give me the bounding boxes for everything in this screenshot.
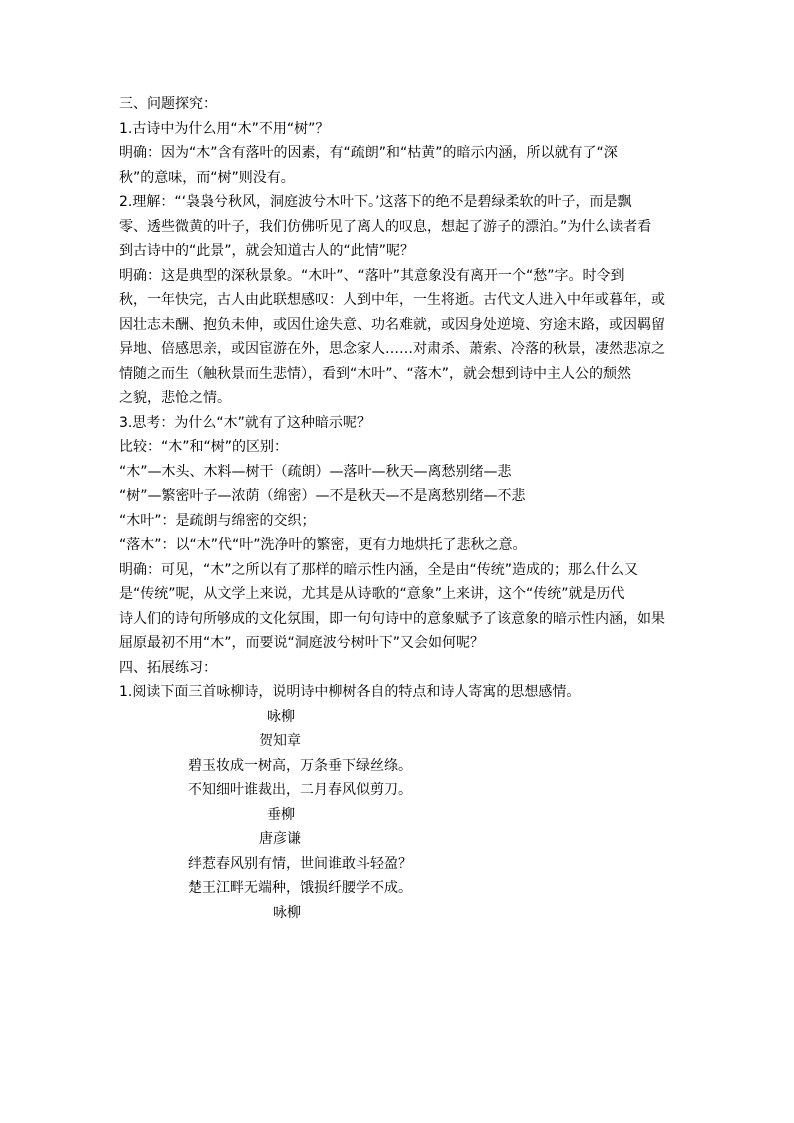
- question-2-line-1: 2.理解：“‘袅袅兮秋风，洞庭波兮木叶下。’这落下的绝不是碧绿柔软的叶子，而是飘: [119, 194, 632, 210]
- question-1: 1.古诗中为什么用“木”不用“树”？: [119, 120, 330, 137]
- poem-2-line-1: 绊惹春风别有情，世间谁敢斗轻盈？: [188, 855, 412, 872]
- comparison-muye: “木叶”：是疏朗与绵密的交织；: [119, 512, 316, 529]
- question-2-line-2: 零、透些微黄的叶子，我们仿佛听见了离人的叹息，想起了游子的漂泊。”为什么读者看: [119, 218, 652, 235]
- question-2-line-3: 到古诗中的“此景”，就会知道古人的“此情”呢？: [119, 243, 415, 259]
- section-heading-3: 三、问题探究：: [119, 96, 217, 112]
- answer-3-line-3: 诗人们的诗句所够成的文化氛围，即一句句诗中的意象赋予了该意象的暗示性内涵，如果: [119, 610, 665, 627]
- question-3: 3.思考：为什么“木”就有了这种暗示呢？: [119, 414, 371, 431]
- exercise-1: 1.阅读下面三首咏柳诗，说明诗中柳树各自的特点和诗人寄寓的思想感情。: [119, 684, 581, 700]
- document-body: [119, 92, 679, 925]
- poem-1-line-1: 碧玉妆成一树高，万条垂下绿丝绦。: [188, 757, 412, 774]
- answer-3-line-2: 是“传统”呢，从文学上来说，尤其是从诗歌的“意象”上来讲，这个“传统”就是历代: [119, 586, 625, 602]
- answer-2-line-6: 之貌，悲怆之情。: [119, 390, 231, 406]
- poem-2-line-2: 楚王江畔无端种，饿损纤腰学不成。: [188, 880, 412, 896]
- poem-1-author: 贺知章: [259, 733, 301, 749]
- comparison-mu: “木”—木头、木料—树干（疏朗）—落叶—秋天—离愁别绪—悲: [119, 463, 512, 480]
- answer-3-line-1: 明确：可见，“木”之所以有了那样的暗示性内涵，全是由“传统”造成的；那么什么又: [119, 561, 639, 578]
- answer-3-line-4: 屈原最初不用“木”，而要说“洞庭波兮树叶下”又会如何呢？: [119, 635, 485, 651]
- comparison-heading: 比较：“木”和“树”的区别：: [119, 439, 289, 455]
- poem-2-author: 唐彦谦: [259, 831, 301, 847]
- poem-3-title: 咏柳: [273, 904, 301, 921]
- comparison-shu: “树”—繁密叶子—浓荫（绵密）—不是秋天—不是离愁别绪—不悲: [119, 488, 526, 504]
- answer-2-line-2: 秋，一年快完，古人由此联想感叹：人到中年，一生将逝。古代文人进入中年或暮年，或: [119, 292, 665, 308]
- answer-1-line-1: 明确：因为“木”含有落叶的因素，有“疏朗”和“枯黄”的暗示内涵，所以就有了“深: [119, 145, 618, 161]
- section-heading-4: 四、拓展练习：: [119, 659, 217, 676]
- answer-2-line-3: 因壮志未酬、抱负未伸，或因仕途失意、功名难就，或因身处逆境、穷途末路，或因羁留: [119, 316, 665, 333]
- answer-1-line-2: 秋”的意味，而“树”则没有。: [119, 169, 295, 186]
- comparison-luomu: “落木”：以“木”代“叶”洗净叶的繁密，更有力地烘托了悲秋之意。: [119, 537, 527, 553]
- answer-2-line-5: 情随之而生（触秋景而生悲情），看到“木叶”、“落木”，就会想到诗中主人公的颓然: [119, 365, 632, 382]
- answer-2-line-1: 明确：这是典型的深秋景象。“木叶”、“落叶”其意象没有离开一个“愁”字。时令到: [119, 267, 625, 284]
- answer-2-line-4: 异地、倍感思亲，或因宦游在外，思念家人……对肃杀、萧索、冷落的秋景，凄然悲凉之: [119, 341, 665, 357]
- poem-1-line-2: 不知细叶谁裁出，二月春风似剪刀。: [188, 782, 412, 798]
- poem-1-title: 咏柳: [267, 708, 295, 725]
- poem-2-title: 垂柳: [267, 806, 295, 823]
